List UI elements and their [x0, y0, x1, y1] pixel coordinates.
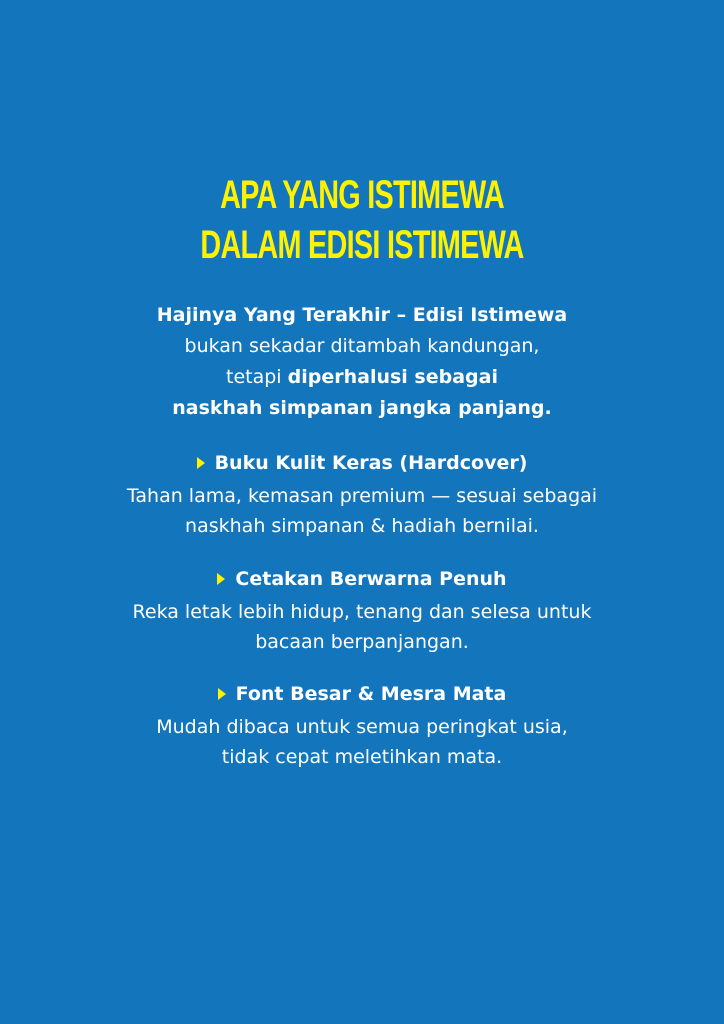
intro-line-3: tetapi diperhalusi sebagai	[226, 366, 498, 388]
arrow-right-icon	[218, 688, 226, 700]
intro-line-2: bukan sekadar ditambah kandungan,	[184, 335, 540, 357]
title-line-2: DALAM EDISI ISTIMEWA	[200, 223, 524, 267]
feature-description: Tahan lama, kemasan premium — sesuai sebagai naskhah simpanan & hadiah bernilai.	[126, 485, 598, 537]
feature-title	[0, 564, 724, 594]
arrow-right-icon	[217, 573, 225, 585]
feature-full-color	[0, 564, 724, 657]
feature-description: Mudah dibaca untuk semua peringkat usia, tidak cepat meletihkan mata.	[156, 716, 568, 768]
intro-line-4: naskhah simpanan jangka panjang.	[172, 397, 552, 419]
feature-large-font	[0, 679, 724, 772]
intro-line-1: Hajinya Yang Terakhir – Edisi Istimewa	[156, 304, 568, 326]
feature-title-text: Buku Kulit Keras (Hardcover)	[214, 452, 528, 474]
feature-title	[0, 679, 724, 709]
feature-title-text: Cetakan Berwarna Penuh	[235, 568, 507, 590]
page-title	[101, 170, 622, 270]
intro-paragraph	[0, 300, 724, 424]
title-line-1: APA YANG ISTIMEWA	[220, 173, 504, 217]
feature-title-text: Font Besar & Mesra Mata	[235, 683, 507, 705]
feature-title	[0, 448, 724, 478]
feature-hardcover	[0, 448, 724, 541]
arrow-right-icon	[197, 457, 205, 469]
feature-description: Reka letak lebih hidup, tenang dan selesa untuk bacaan berpanjangan.	[132, 601, 592, 653]
